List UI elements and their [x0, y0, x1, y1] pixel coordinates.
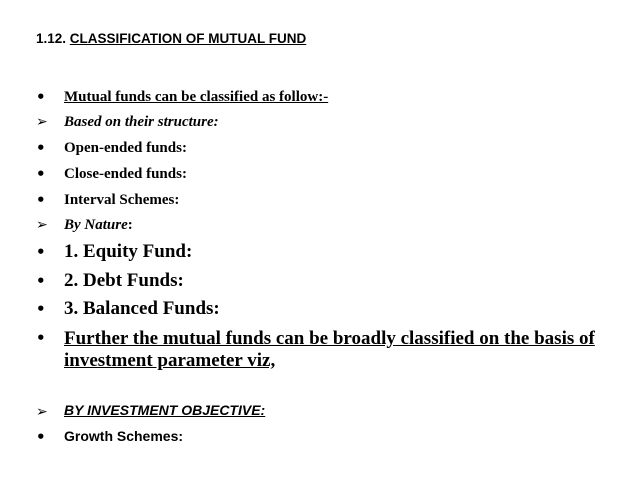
bullet-icon: •	[36, 88, 46, 106]
list-item-structure	[36, 114, 219, 131]
list-item-open-ended	[36, 140, 187, 158]
bullet-icon: •	[36, 165, 46, 183]
list-item-debt	[36, 271, 184, 292]
list-item-close-ended	[36, 166, 187, 184]
list-item-balanced	[36, 299, 220, 320]
list-item-interval	[36, 192, 179, 210]
heading-number: 1.12.	[36, 31, 67, 46]
bullet-icon: •	[36, 272, 46, 290]
item-text: 3. Balanced Funds:	[64, 298, 220, 319]
item-text: 2. Debt Funds:	[64, 270, 184, 291]
list-item-investment-objective	[36, 403, 265, 421]
list-item-further	[36, 328, 604, 372]
bullet-icon: •	[36, 191, 46, 209]
slide-heading	[36, 31, 306, 46]
bullet-icon: •	[36, 428, 46, 446]
item-text: BY INVESTMENT OBJECTIVE:	[64, 402, 266, 418]
item-text: Close-ended funds:	[64, 166, 187, 182]
item-text: 1. Equity Fund:	[64, 241, 193, 262]
heading-title: CLASSIFICATION OF MUTUAL FUND	[69, 31, 307, 46]
item-text: Further the mutual funds can be broadly classified on the basis of investment parameter viz,	[64, 328, 595, 371]
arrow-bullet-icon: ➢	[36, 114, 48, 130]
list-item-by-nature	[36, 217, 133, 234]
list-item-equity	[36, 242, 192, 263]
item-text: Open-ended funds:	[64, 140, 187, 156]
item-text: Interval Schemes:	[64, 192, 180, 208]
bullet-icon: •	[36, 329, 46, 347]
bullet-icon: •	[36, 300, 46, 318]
list-item-intro	[36, 89, 328, 107]
bullet-icon: •	[36, 243, 46, 261]
item-text-italic: By Nature	[64, 217, 128, 233]
item-text: Mutual funds can be classified as follow:-	[64, 89, 329, 105]
arrow-bullet-icon: ➢	[36, 217, 48, 233]
item-text: Based on their structure:	[64, 114, 219, 130]
item-text-tail: :	[127, 217, 133, 233]
bullet-icon: •	[36, 139, 46, 157]
item-text: Growth Schemes:	[64, 428, 184, 444]
list-item-growth	[36, 429, 183, 447]
arrow-bullet-icon: ➢	[36, 404, 48, 420]
